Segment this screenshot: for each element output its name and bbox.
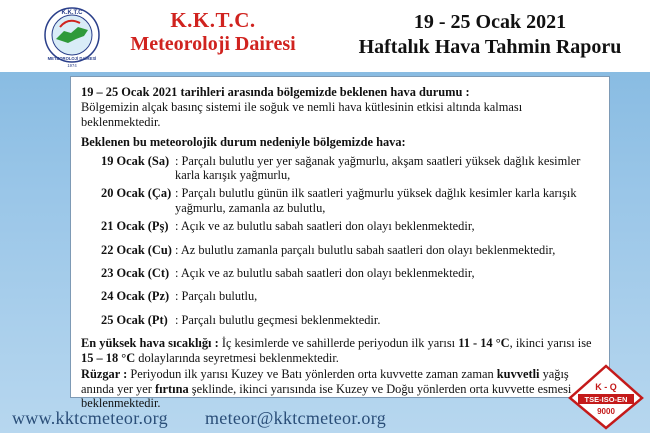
report-title: Haftalık Hava Tahmin Raporu <box>358 36 622 58</box>
wind-text-3: şeklinde, ikinci yarısında ise Kuzey ve Doğu yönlerden orta kuvvette esmesi beklenmektedir. <box>81 381 572 410</box>
email-link[interactable]: meteor@kktcmeteor.org <box>205 408 386 428</box>
forecast-heading: Beklenen bu meteorolojik durum nedeniyle bölgemizde hava: <box>81 135 406 150</box>
temperature-range-2: 15 – 18 °C <box>81 350 136 365</box>
day-text: : Parçalı bulutlu günün ilk saatleri yağmurlu yüksek dağlık kesimler karla karışık yağmurlu, zamanla az bulutlu, <box>175 186 577 215</box>
report-title-block <box>340 10 640 60</box>
day-row-20 <box>81 186 599 215</box>
wind-strong: kuvvetli <box>496 367 540 382</box>
svg-text:9000: 9000 <box>597 407 615 416</box>
meteorology-logo <box>34 3 110 69</box>
tse-certificate-badge <box>568 364 644 430</box>
day-text: : Parçalı bulutlu, <box>175 289 258 304</box>
website-link[interactable]: www.kktcmeteor.org <box>12 408 168 428</box>
wind-text-2: yağış anında yer yer <box>81 367 569 396</box>
organization-name: K.K.T.C. <box>170 8 256 32</box>
intro-title: 19 – 25 Ocak 2021 tarihleri arasında bölgemizde beklenen hava durumu : <box>81 85 470 99</box>
day-text: : Parçalı bulutlu yer yer sağanak yağmurlu, akşam saatleri yüksek dağlık kesimler karla karışık yağmurlu, <box>175 153 581 183</box>
svg-text:K - Q: K - Q <box>595 382 617 392</box>
svg-text:TSE-ISO-EN: TSE-ISO-EN <box>584 395 628 404</box>
temperature-text-3: dolaylarında seyretmesi beklenmektedir. <box>135 350 339 365</box>
day-text: : Parçalı bulutlu geçmesi beklenmektedir. <box>175 312 381 327</box>
day-label: 23 Ocak (Ct) <box>101 266 170 281</box>
svg-text:K.K.T.C: K.K.T.C <box>61 10 83 16</box>
meteorology-logo-icon <box>34 3 110 69</box>
day-label: 24 Ocak (Pz) <box>101 289 170 304</box>
day-row-19 <box>81 154 599 183</box>
report-footer <box>0 400 650 433</box>
day-label: 25 Ocak (Pt) <box>101 312 168 327</box>
temperature-label: En yüksek hava sıcaklığı : <box>81 336 219 351</box>
organization-department: Meteoroloji Dairesi <box>130 33 296 55</box>
day-label: 19 Ocak (Sa) <box>101 153 170 168</box>
tse-certificate-icon <box>568 364 644 430</box>
day-text: : Az bulutlu zamanla parçalı bulutlu sabah saatleri don olayı beklenmektedir, <box>175 242 556 257</box>
organization-block <box>118 8 308 56</box>
temperature-text-2: , ikinci yarısı ise <box>509 336 592 351</box>
report-header <box>0 0 650 72</box>
day-row-23 <box>81 266 599 280</box>
day-row-24 <box>81 289 599 303</box>
wind-text-1: Periyodun ilk yarısı Kuzey ve Batı yönlerden orta kuvvette zaman zaman <box>127 367 497 382</box>
svg-text:METEOROLOJİ DAİRESİ: METEOROLOJİ DAİRESİ <box>47 56 97 61</box>
temperature-text-1: İç kesimlerde ve sahillerde periyodun ilk yarısı <box>218 336 459 351</box>
temperature-range-1: 11 - 14 °C <box>458 336 510 351</box>
day-row-25 <box>81 313 599 327</box>
day-label: 20 Ocak (Ça) <box>101 186 172 201</box>
day-row-22 <box>81 243 599 257</box>
wind-label: Rüzgar : <box>81 367 128 382</box>
day-text: : Açık ve az bulutlu sabah saatleri don olayı beklenmektedir, <box>175 219 475 234</box>
max-temperature-paragraph <box>81 336 599 365</box>
day-row-21 <box>81 219 599 233</box>
wind-storm: fırtına <box>154 381 189 396</box>
daily-forecast-list <box>81 154 599 328</box>
report-dates: 19 - 25 Ocak 2021 <box>413 11 567 33</box>
day-text: : Açık ve az bulutlu sabah saatleri don olayı beklenmektedir, <box>175 266 475 281</box>
day-label: 21 Ocak (Pş) <box>101 219 169 234</box>
intro-text: Bölgemizin alçak basınç sistemi ile soğuk ve nemli hava kütlesinin etkisi altında kalması beklenmektedir. <box>81 100 523 129</box>
day-label: 22 Ocak (Cu) <box>101 242 172 257</box>
svg-text:1974: 1974 <box>67 63 77 68</box>
